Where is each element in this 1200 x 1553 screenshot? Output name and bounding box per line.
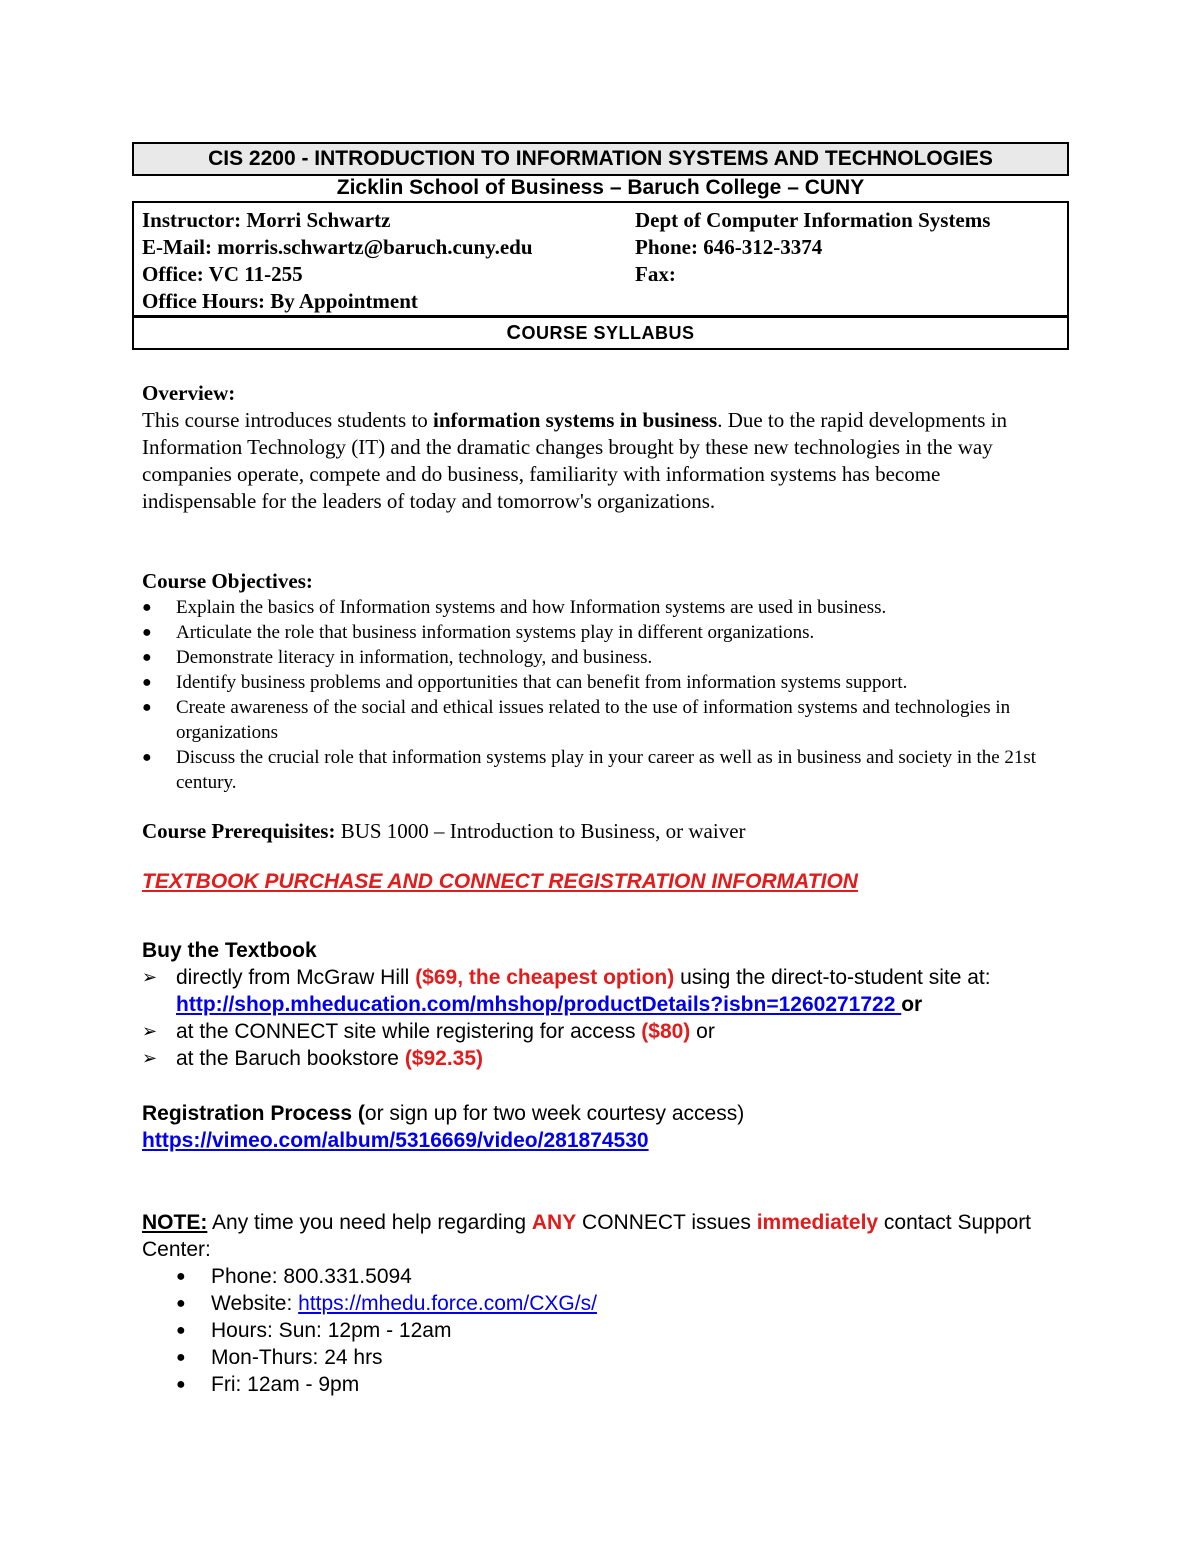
school-name: Zicklin School of Business – Baruch College – CUNY — [336, 176, 865, 199]
list-item: ● Hours: Sun: 12pm - 12am — [176, 1319, 452, 1342]
objectives-list — [142, 595, 1066, 795]
course-title: CIS 2200 - INTRODUCTION TO INFORMATION SYSTEMS AND TECHNOLOGIES — [132, 142, 1069, 176]
instructor-details — [142, 207, 533, 315]
overview-heading: Overview: — [142, 381, 236, 405]
office-hours: Office Hours: By Appointment — [142, 289, 418, 313]
list-item: ➢ at the Baruch bookstore ($92.35) — [142, 1047, 484, 1070]
department-details — [635, 207, 990, 288]
buy-textbook-heading: Buy the Textbook — [142, 939, 317, 962]
note-section — [142, 1209, 1072, 1398]
bullet-icon: ● — [142, 649, 152, 666]
list-item: ● Website: https://mhedu.force.com/CXG/s/ — [176, 1292, 597, 1315]
textbook-banner: TEXTBOOK PURCHASE AND CONNECT REGISTRATION INFORMATION — [142, 870, 858, 893]
list-item: ● Demonstrate literacy in information, technology, and business. — [142, 647, 653, 668]
bullet-icon: ● — [176, 1376, 186, 1393]
bullet-icon: ● — [142, 674, 152, 691]
instructor-office: Office: VC 11-255 — [142, 262, 303, 286]
list-item: ● Explain the basics of Information systems and how Information systems are used in business. — [142, 597, 887, 618]
bullet-icon: ● — [176, 1268, 186, 1285]
instructor-info-box — [132, 201, 1069, 317]
list-item: ● Create awareness of the social and ethical issues related to the use of information systems and technologies in organizations — [142, 697, 1011, 743]
bullet-icon: ● — [142, 599, 152, 616]
list-item: ● Mon-Thurs: 24 hrs — [176, 1346, 383, 1369]
prerequisites-value: BUS 1000 – Introduction to Business, or waiver — [335, 819, 746, 843]
department-fax: Fax: — [635, 262, 676, 286]
list-item: ➢ at the CONNECT site while registering for access ($80) or — [142, 1020, 715, 1043]
buy-textbook-section — [142, 937, 1096, 1072]
registration-section — [142, 1100, 744, 1154]
instructor-email: E-Mail: morris.schwartz@baruch.cuny.edu — [142, 235, 533, 259]
bullet-icon: ● — [142, 624, 152, 641]
note-text: NOTE: Any time you need help regarding ANY CONNECT issues immediately contact Support Center: — [142, 1211, 1032, 1261]
bullet-icon: ● — [176, 1349, 186, 1366]
arrow-bullet-icon: ➢ — [142, 1021, 158, 1041]
prerequisites-label: Course Prerequisites: — [142, 819, 336, 843]
department-phone: Phone: 646-312-3374 — [635, 235, 823, 259]
prerequisites-line — [142, 818, 746, 845]
bullet-icon: ● — [142, 749, 152, 766]
support-website-link[interactable]: https://mhedu.force.com/CXG/s/ — [298, 1292, 597, 1315]
support-list — [142, 1263, 1072, 1398]
registration-heading: Registration Process (or sign up for two week courtesy access) — [142, 1102, 745, 1125]
objectives-heading: Course Objectives: — [142, 569, 313, 593]
list-item: ➢ directly from McGraw Hill ($69, the cheapest option) using the direct-to-student site at: http://shop.mheducation.com/mhshop/productDetails?isbn=1260271722 or — [142, 966, 991, 1016]
bullet-icon: ● — [176, 1322, 186, 1339]
list-item: ● Fri: 12am - 9pm — [176, 1373, 360, 1396]
mheducation-link[interactable]: http://shop.mheducation.com/mhshop/productDetails?isbn=1260271722 — [176, 993, 902, 1016]
bullet-icon: ● — [142, 699, 152, 716]
bullet-icon: ● — [176, 1295, 186, 1312]
instructor-name: Instructor: Morri Schwartz — [142, 208, 391, 232]
course-syllabus-heading: COURSE SYLLABUS — [132, 316, 1069, 350]
objectives-section — [142, 568, 1066, 795]
list-item: ● Articulate the role that business information systems play in different organizations. — [142, 622, 815, 643]
vimeo-link[interactable]: https://vimeo.com/album/5316669/video/281874530 — [142, 1129, 649, 1152]
overview-section — [142, 380, 1042, 515]
buy-options-list — [142, 964, 1096, 1072]
list-item: ● Identify business problems and opportunities that can benefit from information systems support. — [142, 672, 908, 693]
list-item: ● Discuss the crucial role that information systems play in your career as well as in business and society in the 21st century. — [142, 747, 1037, 793]
overview-text: This course introduces students to information systems in business. Due to the rapid developments in Information Technology (IT) and the dramatic changes brought by these new technologies in the way companies operate, compete and do business, familiarity with information systems has become indispensable for the leaders of today and tomorrow's organizations. — [142, 408, 1008, 513]
arrow-bullet-icon: ➢ — [142, 967, 158, 987]
list-item: ● Phone: 800.331.5094 — [176, 1265, 412, 1288]
arrow-bullet-icon: ➢ — [142, 1048, 158, 1068]
department-name: Dept of Computer Information Systems — [635, 208, 991, 232]
